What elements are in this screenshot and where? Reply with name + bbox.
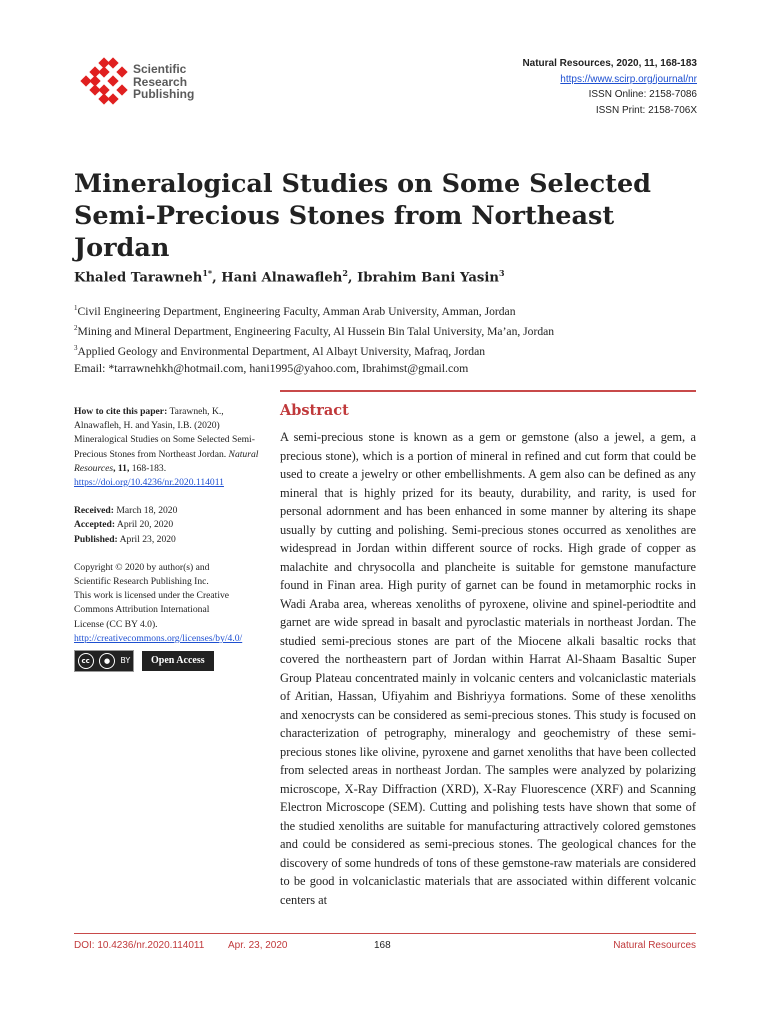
copyright-line: Scientific Research Publishing Inc.	[74, 576, 209, 588]
citation-block	[74, 405, 264, 490]
author-sup: 3	[498, 268, 505, 278]
affiliation	[74, 340, 554, 360]
publisher-name-line: Research	[133, 74, 188, 89]
affiliation	[74, 320, 554, 340]
accepted-label: Accepted:	[74, 519, 116, 531]
footer-date: Apr. 23, 2020	[228, 940, 288, 951]
journal-info	[522, 56, 697, 118]
author-separator: ,	[347, 270, 358, 286]
publisher-name	[133, 63, 194, 101]
published-value: April 23, 2020	[117, 533, 176, 545]
issn-print: ISSN Print: 2158-706X	[595, 104, 697, 116]
publisher-name-line: Publishing	[133, 87, 195, 101]
author-name: Ibrahim Bani Yasin	[357, 270, 499, 286]
affiliation-sup: 2	[74, 324, 78, 333]
affiliations	[74, 300, 554, 376]
received-label: Received:	[74, 505, 114, 517]
open-access-badge: Open Access	[142, 651, 214, 671]
citation-label: How to cite this paper:	[74, 406, 168, 417]
cc-by-badge[interactable]	[74, 650, 134, 672]
abstract-heading: Abstract	[280, 402, 349, 419]
footer-journal: Natural Resources	[613, 940, 696, 951]
paper-title	[74, 168, 714, 264]
page-number: 168	[374, 940, 391, 951]
citation-journal: Natural Resources	[74, 448, 259, 474]
email-line: Email: *tarrawnehkh@hotmail.com, hani1995@yahoo.com, Ibrahimst@gmail.com	[74, 361, 469, 376]
received-date	[74, 504, 264, 518]
affiliation-text: Mining and Mineral Department, Engineering Faculty, Al Hussein Bin Talal University, Ma’an, Jordan	[77, 324, 555, 338]
footer-doi: DOI: 10.4236/nr.2020.114011	[74, 940, 205, 951]
publisher-name-line: Scientific	[133, 62, 187, 76]
affiliation	[74, 300, 554, 320]
author-name: Khaled Tarawneh	[74, 270, 203, 286]
published-date	[74, 533, 264, 547]
affiliation-sup: 1	[74, 304, 78, 312]
journal-url-link[interactable]: https://www.scirp.org/journal/nr	[560, 73, 697, 85]
attribution-icon: ●	[99, 653, 115, 669]
paper-title-line: Semi-Precious Stones from Northeast Jordan	[74, 201, 615, 263]
citation-volume: , 11,	[113, 462, 130, 474]
license-link[interactable]: http://creativecommons.org/licenses/by/4.0/	[74, 632, 243, 644]
citation-pages: 168-183.	[129, 462, 167, 474]
journal-citation: Natural Resources, 2020, 11, 168-183	[522, 58, 697, 69]
doi-link[interactable]: https://doi.org/10.4236/nr.2020.114011	[74, 477, 224, 489]
author-sup: 1*	[202, 268, 213, 278]
paper-title-line: Mineralogical Studies on Some Selected	[74, 169, 652, 199]
accepted-date	[74, 518, 264, 532]
by-label: BY	[120, 655, 131, 665]
accepted-value: April 20, 2020	[115, 519, 174, 531]
affiliation-sup: 3	[74, 344, 78, 353]
affiliation-text: Applied Geology and Environmental Department, Al Albayt University, Mafraq, Jordan	[77, 344, 486, 358]
citation-text: Tarawneh, K., Alnawafleh, H. and Yasin, I.B. (2020) Mineralogical Studies on Some Selected Semi-Precious Stones from Northeast Jordan.	[74, 406, 255, 460]
received-value: March 18, 2020	[113, 505, 178, 517]
copyright-line: Copyright © 2020 by author(s) and	[74, 561, 210, 573]
author-list	[74, 268, 505, 285]
copyright-line: Commons Attribution International	[74, 604, 210, 616]
cc-icon: cc	[78, 653, 94, 669]
affiliation-text: Civil Engineering Department, Engineering Faculty, Amman Arab University, Amman, Jordan	[77, 304, 516, 318]
copyright-line: This work is licensed under the Creative	[74, 590, 230, 602]
author-name: Hani Alnawafleh	[221, 270, 343, 286]
footer-divider	[74, 933, 696, 934]
issn-online: ISSN Online: 2158-7086	[588, 89, 697, 100]
publisher-logo-icon	[78, 57, 138, 109]
abstract-body: A semi-precious stone is known as a gem or gemstone (also a jewel, a gem, a precious stone), which is a portion of mineral in refined and cut form that could be used to create a jewelry or other embellishments. A gem also can be defined as any mineral that is highly prized for its beauty, durability, and rarity, is used for personal adornment and has been enhanced in some manner by altering its shape usually by cutting and polishing. Semi-precious stones occurred as xenolithes are widespread in Jordan within different source of rocks. High grade of copper as malachite and chrysocolla and plancheite is suitable for gemstone manufacture found in Finan area. High purity of garnet can be found in metamorphic rocks in Wadi Araba area, whereas xenoliths of pyroxene, olivine and spinel-periodtite and garnet are wide spread in basalt and pyroclastic materials in northeast Jordan. The studied semi-precious stones are part of the Miocene alkali basaltic rocks that covered the northeastern part of Jordan within Harrat Al-Shaam Basaltic Super Group Plateau concentrated mainly in volcanic centers and volcaniclastic materials of Aritian, Hassan, Ufiyahim and Bishriyya formations. Some of these xenoliths and xenocrysts can be considered as semi-precious stones. This study is focused on characterization of petrography, mineralogy and geochemistry of these semi-precious stones like olivine, pyroxene and garnet xenoliths that have been collected from selected areas in northeast Jordan. The samples were analyzed by polarizing microscope, X-Ray Diffraction (XRD), X-Ray Fluorescence (XRF) and Scanning Electron Microscope (SEM). Cutting and polishing tests have shown that some of the studied xenoliths are suitable for manufacturing attractively colored gemstones and could be considered as semi-precious stones. The geological chances for the discovery of some hundreds of tons of these gemstone-raw materials are considered to be good in volcaniclastic materials that are associated within different volcanic centers at	[280, 430, 696, 907]
copyright-line: License (CC BY 4.0).	[74, 618, 158, 630]
sidebar	[74, 405, 264, 672]
published-label: Published:	[74, 533, 118, 545]
license-badges	[74, 650, 264, 672]
author-sup: 2	[342, 268, 348, 278]
abstract-divider	[280, 390, 696, 392]
author-separator: ,	[212, 270, 222, 286]
